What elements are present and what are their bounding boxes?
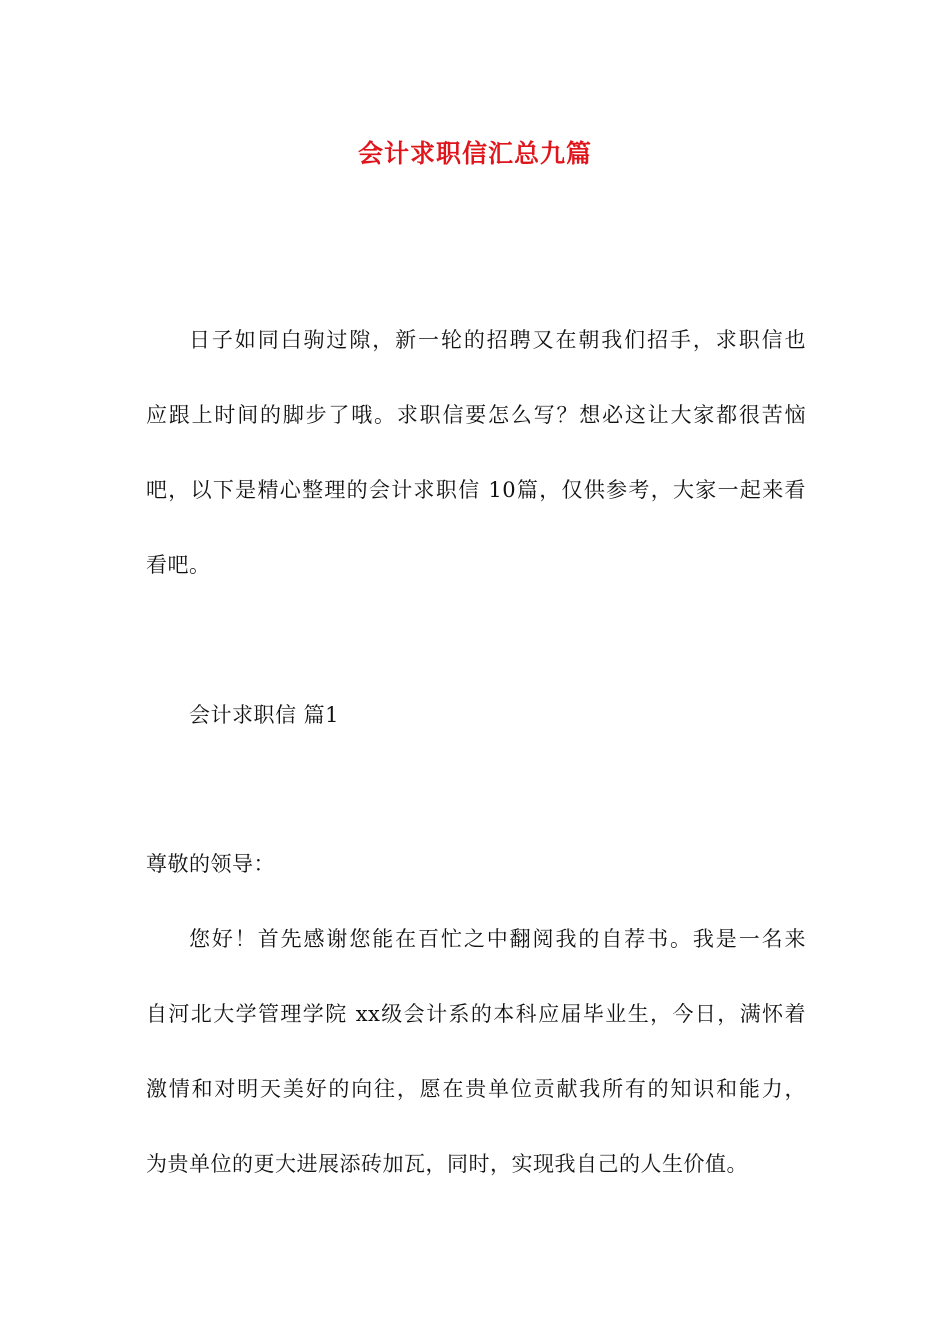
intro-line-3: 吧，以下是精心整理的会计求职信 10篇，仅供参考，大家一起来看	[146, 478, 806, 502]
body-line-4: 为贵单位的更大进展添砖加瓦，同时，实现我自己的人生价值。	[146, 1152, 748, 1176]
document-title: 会计求职信汇总九篇	[357, 139, 592, 168]
salutation: 尊敬的领导：	[146, 852, 275, 876]
intro-line-2: 应跟上时间的脚步了哦。求职信要怎么写？想必这让大家都很苦恼	[146, 403, 806, 427]
section-heading: 会计求职信 篇1	[189, 703, 340, 727]
body-line-2: 自河北大学管理学院 xx级会计系的本科应届毕业生，今日，满怀着	[146, 1002, 806, 1026]
body-line-3: 激情和对明天美好的向往，愿在贵单位贡献我所有的知识和能力，	[146, 1077, 806, 1101]
body-line-1: 您好！首先感谢您能在百忙之中翻阅我的自荐书。我是一名来	[189, 927, 806, 951]
intro-line-1: 日子如同白驹过隙，新一轮的招聘又在朝我们招手，求职信也	[189, 328, 806, 352]
intro-line-4: 看吧。	[146, 553, 211, 577]
